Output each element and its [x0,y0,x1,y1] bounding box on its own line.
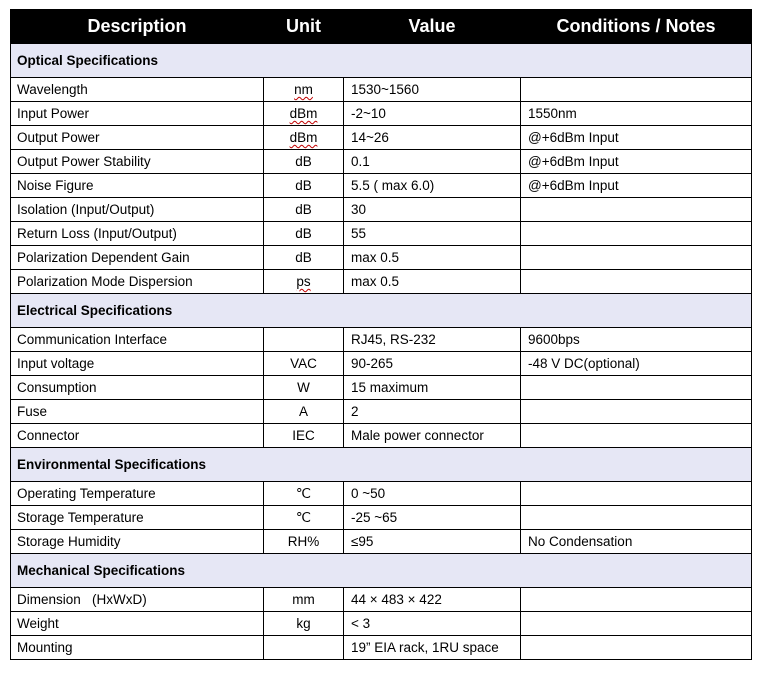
cell-description: Fuse [11,400,264,424]
cell-unit: dB [264,174,344,198]
cell-description: Communication Interface [11,328,264,352]
cell-value: 30 [344,198,521,222]
cell-value: ≤95 [344,530,521,554]
specifications-table [10,9,752,660]
cell-unit [264,126,344,150]
table-row [11,270,752,294]
cell-unit: dB [264,150,344,174]
cell-unit [264,328,344,352]
cell-unit: RH% [264,530,344,554]
cell-notes [521,78,752,102]
cell-description: Connector [11,424,264,448]
section-header-row [11,448,752,482]
cell-unit: ℃ [264,482,344,506]
table-row [11,636,752,660]
table-row [11,78,752,102]
cell-value: max 0.5 [344,246,521,270]
table-row [11,588,752,612]
cell-value: 0.1 [344,150,521,174]
header-value: Value [344,10,521,44]
spellcheck-underline: dBm [289,130,318,145]
spellcheck-underline: dBm [289,106,318,121]
cell-value: 1530~1560 [344,78,521,102]
table-row [11,400,752,424]
table-row [11,222,752,246]
cell-description: Mounting [11,636,264,660]
cell-value: 0 ~50 [344,482,521,506]
cell-value: 2 [344,400,521,424]
cell-description: Polarization Dependent Gain [11,246,264,270]
cell-notes: @+6dBm Input [521,126,752,150]
cell-unit [264,636,344,660]
cell-notes [521,376,752,400]
cell-notes: 9600bps [521,328,752,352]
header-unit: Unit [264,10,344,44]
cell-unit: dB [264,198,344,222]
cell-notes [521,424,752,448]
table-row [11,150,752,174]
cell-value: 44 × 483 × 422 [344,588,521,612]
cell-notes: 1550nm [521,102,752,126]
table-row [11,198,752,222]
section-title: Electrical Specifications [11,294,752,328]
cell-notes [521,506,752,530]
cell-description: Consumption [11,376,264,400]
cell-unit: kg [264,612,344,636]
cell-unit: VAC [264,352,344,376]
cell-value: 15 maximum [344,376,521,400]
cell-notes [521,482,752,506]
cell-description: Input voltage [11,352,264,376]
cell-unit: ℃ [264,506,344,530]
cell-notes [521,588,752,612]
cell-value: -25 ~65 [344,506,521,530]
cell-unit: A [264,400,344,424]
cell-description: Wavelength [11,78,264,102]
cell-description: Storage Humidity [11,530,264,554]
cell-unit [264,102,344,126]
table-row [11,506,752,530]
cell-notes [521,400,752,424]
cell-description: Storage Temperature [11,506,264,530]
table-row [11,530,752,554]
cell-description: Polarization Mode Dispersion [11,270,264,294]
table-row [11,174,752,198]
cell-value: 19” EIA rack, 1RU space [344,636,521,660]
table-row [11,126,752,150]
cell-value: 5.5 ( max 6.0) [344,174,521,198]
cell-notes [521,270,752,294]
cell-unit: dB [264,246,344,270]
section-title: Environmental Specifications [11,448,752,482]
cell-value: RJ45, RS-232 [344,328,521,352]
cell-notes [521,246,752,270]
table-row [11,328,752,352]
cell-notes: @+6dBm Input [521,174,752,198]
cell-description: Noise Figure [11,174,264,198]
cell-description: Isolation (Input/Output) [11,198,264,222]
cell-unit [264,270,344,294]
cell-notes [521,198,752,222]
cell-description: Weight [11,612,264,636]
spellcheck-underline: nm [294,82,313,97]
cell-unit: mm [264,588,344,612]
cell-description: Output Power Stability [11,150,264,174]
cell-unit: dB [264,222,344,246]
cell-description: Return Loss (Input/Output) [11,222,264,246]
section-title: Mechanical Specifications [11,554,752,588]
cell-notes: -48 V DC(optional) [521,352,752,376]
spellcheck-underline: ps [296,274,311,289]
cell-unit: W [264,376,344,400]
table-row [11,424,752,448]
cell-value: 90-265 [344,352,521,376]
table-body [11,44,752,660]
cell-value: < 3 [344,612,521,636]
cell-description: Dimension (HxWxD) [11,588,264,612]
cell-value: 55 [344,222,521,246]
cell-description: Output Power [11,126,264,150]
table-row [11,352,752,376]
table-row [11,376,752,400]
cell-unit: IEC [264,424,344,448]
table-row [11,102,752,126]
section-title: Optical Specifications [11,44,752,78]
table-row [11,246,752,270]
cell-value: -2~10 [344,102,521,126]
table-row [11,612,752,636]
section-header-row [11,554,752,588]
cell-value: Male power connector [344,424,521,448]
cell-description: Input Power [11,102,264,126]
cell-notes: @+6dBm Input [521,150,752,174]
section-header-row [11,44,752,78]
cell-notes: No Condensation [521,530,752,554]
cell-notes [521,636,752,660]
cell-value: 14~26 [344,126,521,150]
cell-unit [264,78,344,102]
cell-description: Operating Temperature [11,482,264,506]
table-row [11,482,752,506]
header-row [11,10,752,44]
header-description: Description [11,10,264,44]
cell-notes [521,222,752,246]
cell-value: max 0.5 [344,270,521,294]
cell-notes [521,612,752,636]
section-header-row [11,294,752,328]
header-notes: Conditions / Notes [521,10,752,44]
